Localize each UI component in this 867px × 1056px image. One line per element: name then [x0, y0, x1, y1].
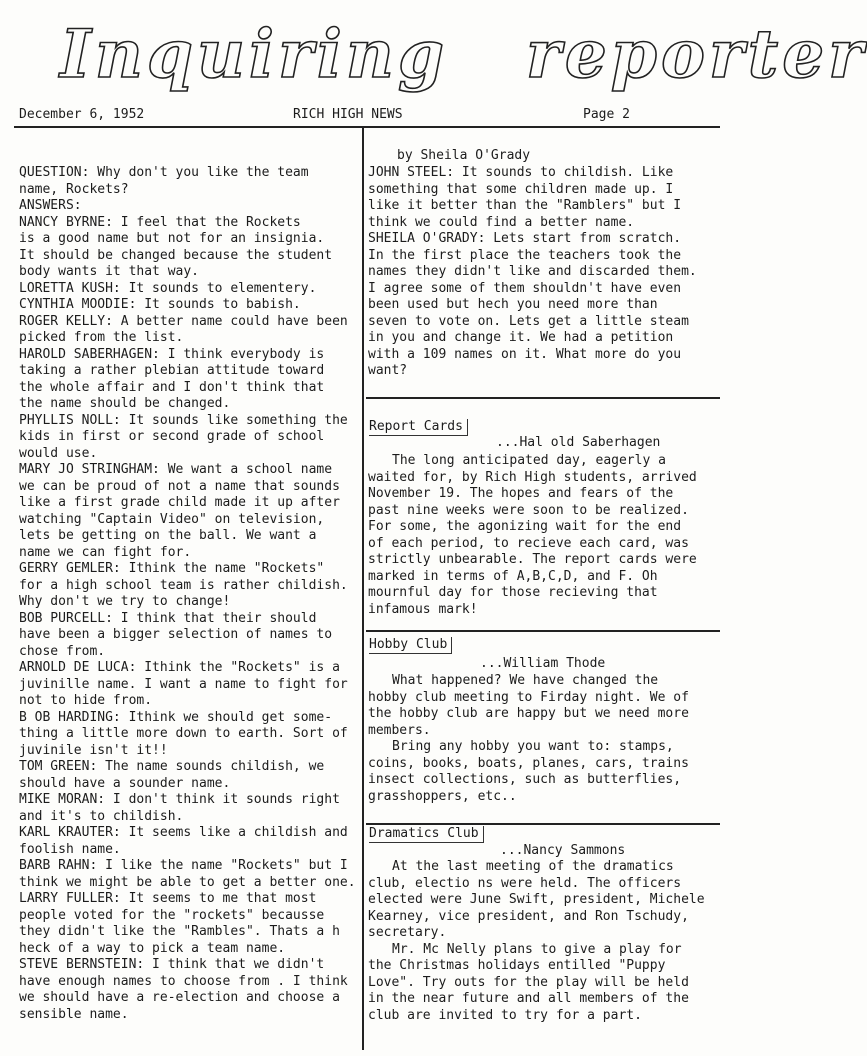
hobby-club-byline: ...William Thode [480, 656, 606, 671]
reporter-text-line: sensible name. [19, 1006, 129, 1022]
reporter-text-line: should have a sounder name. [19, 775, 231, 791]
sheila-text-line: JOHN STEEL: It sounds to childish. Like [368, 165, 674, 180]
report-cards-byline: ...Hal old Saberhagen [496, 435, 661, 450]
reporter-text-line: the whole affair and I don't think that [19, 379, 325, 395]
reporter-text-line: think we might be able to get a better one. [19, 874, 356, 890]
reporter-text-line: would use. [19, 445, 98, 461]
reporter-text-line: watching "Captain Video" on television, [19, 511, 325, 527]
dramatics-club-heading: Dramatics Club [369, 826, 484, 843]
sheila-text-line: think we could find a better name. [368, 214, 635, 230]
reporter-text-line: LORETTA KUSH: It sounds to elementery. [19, 280, 317, 296]
column-divider [362, 128, 364, 1050]
reporter-text-line: have enough names to choose from . I think [19, 973, 348, 989]
reporter-text-line: thing a little more down to earth. Sort of [19, 726, 348, 741]
reporter-text-line: picked from the list. [19, 330, 184, 345]
dramatics-club-text-line: club, electio ns were held. The officers [368, 875, 682, 891]
reporter-text-line: name, Rockets? [19, 181, 129, 197]
reporter-text-line: taking a rather plebian attitude toward [19, 363, 325, 378]
reporter-text-line: ANSWERS: [19, 198, 82, 213]
hobby-club-text-line: coins, books, boats, planes, cars, trains [368, 755, 689, 771]
reporter-text-line: MIKE MORAN: I don't think it sounds right [19, 792, 340, 807]
sheila-text-line: like it better than the "Ramblers" but I [368, 198, 682, 213]
masthead-title [60, 4, 867, 104]
sheila-text-line: want? [368, 363, 408, 378]
dramatics-club-text-line: club are invited to try for a part. [368, 1007, 642, 1023]
reporter-text-line: ARNOLD DE LUCA: Ithink the "Rockets" is a [19, 660, 340, 675]
reporter-text-line: KARL KRAUTER: It seems like a childish and [19, 825, 348, 840]
sheila-text-line: been used but hech you need more than [368, 297, 658, 312]
dramatics-club-rule [366, 823, 720, 825]
hobby-club-text-line: hobby club meeting to Firday night. We of [368, 689, 689, 705]
report-cards-text-line: mournful day for those recieving that [368, 585, 658, 600]
reporter-text-line: LARRY FULLER: It seems to me that most [19, 891, 317, 906]
sheila-text-line: in you and change it. We had a petition [368, 330, 674, 345]
reporter-text-line: BARB RAHN: I like the name "Rockets" but I [19, 858, 348, 873]
reporter-text-line: for a high school team is rather childish. [19, 577, 348, 593]
reporter-text-line: HAROLD SABERHAGEN: I think everybody is [19, 346, 325, 362]
sheila-text-line: with a 109 names on it. What more do you [368, 346, 682, 362]
reporter-text-line: B OB HARDING: Ithink we should get some- [19, 709, 333, 725]
dramatics-club-text-line: Kearney, vice president, and Ron Tschudy, [368, 908, 689, 924]
dramatics-club-text-line: Love". Try outs for the play will be held [368, 974, 689, 990]
dateline-date: December 6, 1952 [19, 107, 145, 122]
dramatics-club-text-line: Mr. Mc Nelly plans to give a play for [392, 941, 682, 957]
sheila-text-line: seven to vote on. Lets get a little steam [368, 313, 689, 329]
header-rule [14, 126, 720, 128]
hobby-club-rule [366, 630, 720, 632]
masthead-word-1: Inquiring [60, 15, 449, 93]
dramatics-club-text-line: in the near future and all members of the [368, 991, 689, 1006]
report-cards-text-line: marked in terms of A,B,C,D, and F. Oh [368, 568, 658, 584]
reporter-text-line: we can be proud of not a name that sounds [19, 478, 340, 494]
reporter-text-line: BOB PURCELL: I think that their should [19, 610, 317, 626]
reporter-text-line: body wants it that way. [19, 264, 200, 279]
reporter-text-line: and it's to childish. [19, 808, 184, 824]
report-cards-text-line: waited for, by Rich High students, arrived [368, 469, 697, 485]
dramatics-club-body [368, 859, 705, 1024]
report-cards-text-line: November 19. The hopes and fears of the [368, 486, 674, 501]
reporter-text-line: is a good name but not for an insignia. [19, 231, 325, 246]
dramatics-club-byline: ...Nancy Sammons [500, 843, 626, 858]
reporter-text-line: we should have a re-election and choose a [19, 990, 340, 1005]
reporter-text-line: juvinile isn't it!! [19, 742, 168, 758]
hobby-club-text-line: the hobby club are happy but we need more [368, 706, 689, 721]
reporter-text-line: TOM GREEN: The name sounds childish, we [19, 759, 325, 774]
reporter-text-line: NANCY BYRNE: I feel that the Rockets [19, 214, 301, 230]
hobby-club-text-line: members. [368, 722, 431, 738]
reporter-text-line: people voted for the "rockets" becausse [19, 907, 325, 923]
reporter-text-line: heck of a way to pick a team name. [19, 940, 286, 956]
reporter-text-line: like a first grade child made it up after [19, 495, 340, 510]
reporter-text-line: the name should be changed. [19, 396, 231, 411]
inquiring-reporter-column [19, 165, 356, 1023]
reporter-text-line: they didn't like the "Rambles". Thats a h [19, 924, 340, 939]
masthead-word-2: reporter [526, 15, 867, 93]
report-cards-text-line: The long anticipated day, eagerly a [392, 453, 666, 468]
reporter-text-line: kids in first or second grade of school [19, 429, 325, 444]
reporter-text-line: ROGER KELLY: A better name could have been [19, 313, 348, 329]
hobby-club-text-line: What happened? We have changed the [392, 673, 659, 688]
dramatics-club-text-line: the Christmas holidays entilled "Puppy [368, 958, 666, 973]
reporter-text-line: PHYLLIS NOLL: It sounds like something the [19, 412, 348, 428]
reporter-text-line: CYNTHIA MOODIE: It sounds to babish. [19, 297, 301, 312]
reporter-text-line: name we can fight for. [19, 544, 192, 560]
dramatics-club-text-line: secretary. [368, 925, 447, 940]
dateline-paper: RICH HIGH NEWS [293, 107, 403, 122]
report-cards-heading: Report Cards [369, 419, 468, 436]
reporter-text-line: chose from. [19, 643, 106, 659]
report-cards-text-line: past nine weeks were soon to be realized. [368, 502, 689, 518]
reporter-text-line: not to hide from. [19, 693, 153, 708]
reporter-text-line: GERRY GEMLER: Ithink the name "Rockets" [19, 561, 325, 576]
dramatics-club-text-line: elected were June Swift, president, Michele [368, 892, 705, 907]
sheila-column [368, 165, 697, 380]
sheila-text-line: I agree some of them shouldn't have even [368, 280, 682, 296]
reporter-text-line: MARY JO STRINGHAM: We want a school name [19, 462, 333, 477]
report-cards-text-line: of each period, to recieve each card, was [368, 535, 689, 551]
report-cards-text-line: For some, the agonizing wait for the end [368, 519, 682, 534]
reporter-text-line: Why don't we try to change! [19, 594, 231, 609]
hobby-club-text-line: Bring any hobby you want to: stamps, [392, 739, 674, 754]
report-cards-rule [366, 397, 720, 399]
report-cards-body [368, 453, 697, 618]
report-cards-text-line: infamous mark! [368, 601, 478, 617]
sheila-byline: by Sheila O'Grady [397, 148, 531, 163]
reporter-text-line: have been a bigger selection of names to [19, 627, 333, 642]
reporter-text-line: juvinille name. I want a name to fight for [19, 676, 348, 692]
hobby-club-text-line: insect collections, such as butterflies, [368, 772, 682, 787]
sheila-text-line: In the first place the teachers took the [368, 247, 682, 263]
hobby-club-text-line: grasshoppers, etc.. [368, 788, 517, 804]
hobby-club-heading: Hobby Club [369, 637, 452, 654]
reporter-text-line: lets be getting on the ball. We want a [19, 528, 317, 543]
dateline-page: Page 2 [583, 107, 630, 122]
hobby-club-body [368, 673, 689, 805]
reporter-text-line: QUESTION: Why don't you like the team [19, 165, 309, 180]
sheila-text-line: names they didn't like and discarded them. [368, 264, 697, 279]
sheila-text-line: SHEILA O'GRADY: Lets start from scratch. [368, 231, 682, 246]
reporter-text-line: It should be changed because the student [19, 247, 333, 263]
reporter-text-line: STEVE BERNSTEIN: I think that we didn't [19, 957, 325, 972]
dramatics-club-text-line: At the last meeting of the dramatics [392, 859, 674, 874]
report-cards-text-line: strictly unbearable. The report cards were [368, 552, 697, 567]
reporter-text-line: foolish name. [19, 841, 121, 857]
sheila-text-line: something that some children made up. I [368, 181, 674, 197]
